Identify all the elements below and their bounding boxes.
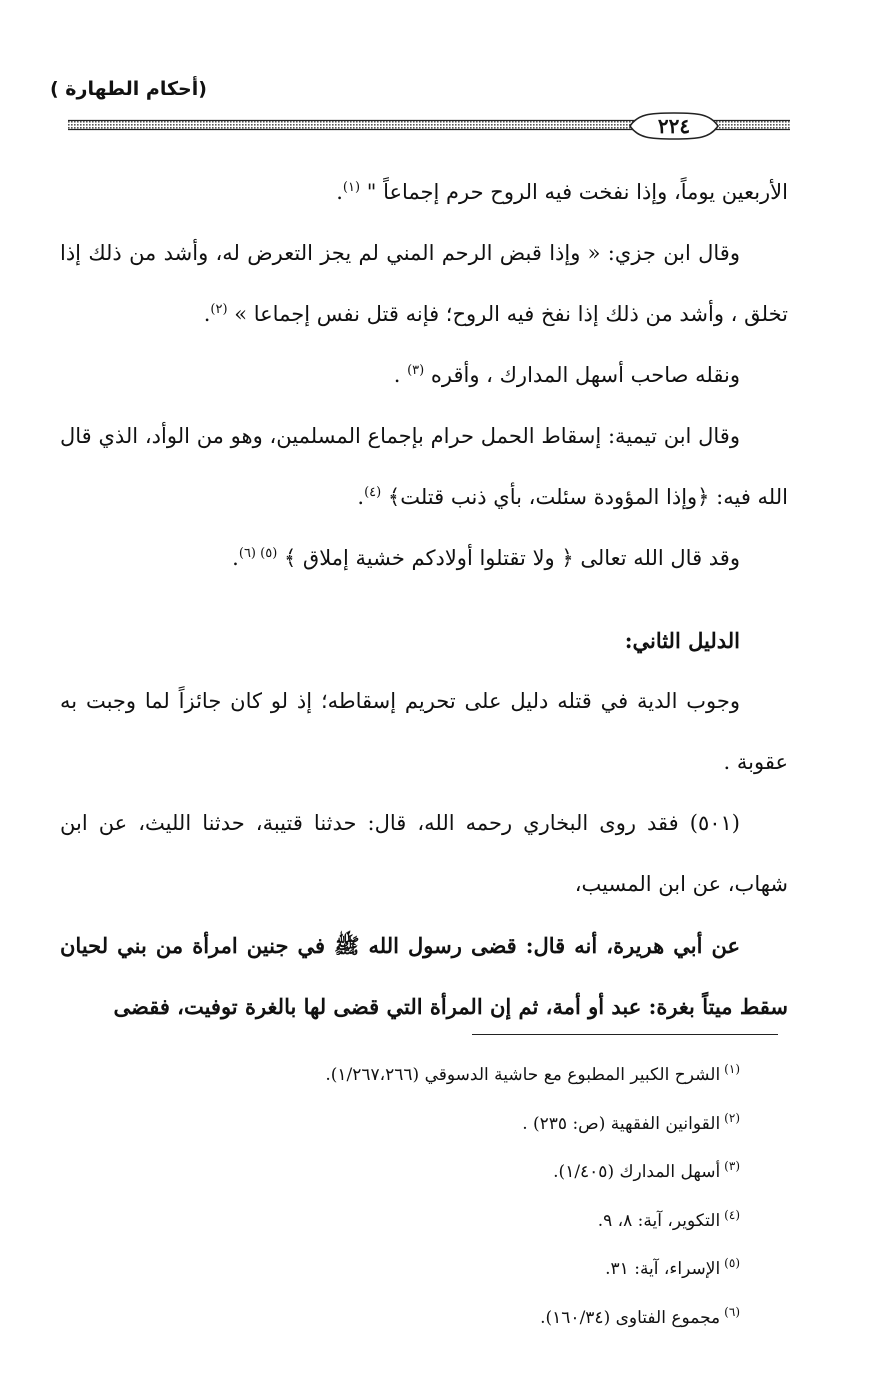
footnote-2 (60, 1100, 740, 1149)
page-number (628, 111, 720, 141)
paragraph-1-end: . (336, 180, 343, 204)
footnote-4-number: (٤) (724, 1207, 740, 1222)
paragraph-3-end: . (393, 363, 408, 387)
footnote-ref-2: (٢) (210, 302, 228, 317)
footnote-4-text: التكوير، آية: ٨، ٩. (597, 1210, 721, 1231)
footnote-ref-1: (١) (342, 180, 361, 195)
paragraph-5-end: . (232, 546, 239, 570)
footnote-2-text: القوانين الفقهية (ص: ٢٣٥) . (522, 1113, 721, 1134)
paragraph-5-text: وقد قال الله تعالى ﴿ ولا تقتلوا أولادكم خشية إملاق ﴾ (283, 546, 740, 570)
paragraph-5 (60, 528, 788, 589)
paragraph-7: (٥٠١) فقد روى البخاري رحمه الله، قال: حدثنا قتيبة، حدثنا الليث، عن ابن شهاب، عن ابن المسيب، (60, 811, 788, 896)
footnote-6 (60, 1294, 740, 1343)
paragraph-4 (60, 406, 788, 528)
page-number-text: ٢٢٤ (657, 114, 691, 138)
footnote-separator (472, 1034, 778, 1035)
footnote-6-text: مجموع الفتاوى (١٦٠/٣٤). (540, 1307, 721, 1328)
paragraph-4-end: . (357, 485, 365, 509)
section-heading: الدليل الثاني: (624, 628, 740, 653)
paragraph-3 (60, 345, 788, 406)
footnote-ref-3: (٣) (407, 363, 425, 378)
footnote-ref-5-6: (٥) (٦) (238, 546, 278, 561)
paragraph-4-text: وقال ابن تيمية: إسقاط الحمل حرام بإجماع المسلمين، وهو من الوأد، الذي قال الله فيه: ﴿وإذا المؤودة سئلت، بأي ذنب قتلت﴾ (60, 424, 788, 509)
footnote-ref-4: (٤) (364, 485, 382, 500)
footnote-3-number: (٣) (724, 1159, 740, 1174)
footnote-1-number: (١) (724, 1062, 740, 1077)
footnote-3 (60, 1148, 740, 1197)
paragraph-2-end: . (203, 302, 211, 326)
footnote-4 (60, 1197, 740, 1246)
footnotes (60, 1051, 740, 1342)
footnote-5 (60, 1245, 740, 1294)
paragraph-6: وجوب الدية في قتله دليل على تحريم إسقاطه؛ إذ لو كان جائزاً لما وجبت به عقوبة . (60, 689, 788, 774)
footnote-1-text: الشرح الكبير المطبوع مع حاشية الدسوقي (١/٢٦٧،٢٦٦). (325, 1065, 721, 1085)
paragraph-1-text: الأربعين يوماً، وإذا نفخت فيه الروح حرم إجماعاً " (366, 180, 788, 204)
section-gap (60, 589, 788, 611)
footnote-2-number: (٢) (724, 1110, 740, 1125)
footnote-5-text: الإسراء، آية: ٣١. (605, 1259, 721, 1279)
footnote-6-number: (٦) (724, 1304, 740, 1319)
paragraph-2-text: وقال ابن جزي: « وإذا قبض الرحم المني لم يجز التعرض له، وأشد من ذلك إذا تخلق ، وأشد من ذلك إذا نفخ فيه الروح؛ فإنه قتل نفس إجماعا » (60, 241, 788, 326)
running-header-title: (أحكام الطهارة ) (50, 78, 207, 100)
paragraph-1 (60, 162, 788, 223)
footnote-1 (60, 1051, 740, 1100)
main-text (60, 162, 788, 1037)
footnote-3-text: أسهل المدارك (١/٤٠٥). (553, 1162, 721, 1182)
paragraph-8: عن أبي هريرة، أنه قال: قضى رسول الله ﷺ في جنين امرأة من بني لحيان سقط ميتاً بغرة: عبد أو أمة، ثم إن المرأة التي قضى لها بالغرة توفيت، فقضى (60, 933, 788, 1019)
paragraph-3-text: ونقله صاحب أسهل المدارك ، وأقره (430, 363, 740, 387)
paragraph-2 (60, 223, 788, 345)
footnote-5-number: (٥) (724, 1256, 740, 1271)
